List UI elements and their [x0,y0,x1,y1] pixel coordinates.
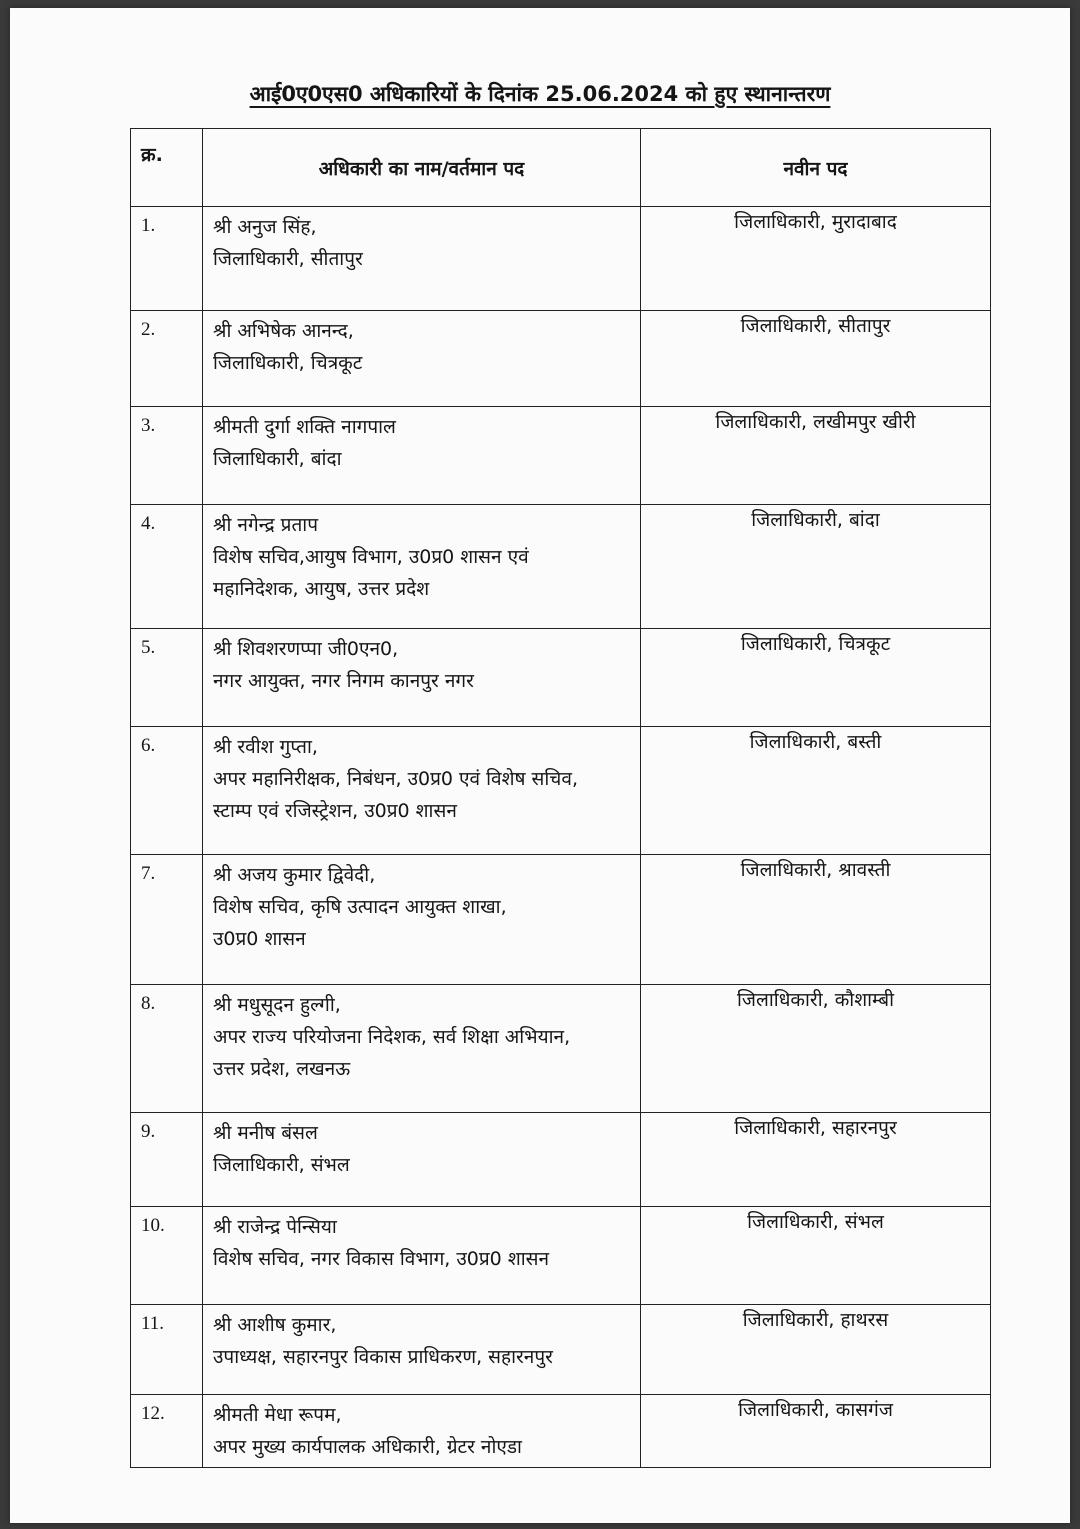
officer-current-post-line: अपर राज्य परियोजना निदेशक, सर्व शिक्षा अभियान, [213,1026,571,1048]
officer-name: श्री शिवशरणप्पा जी0एन0, [213,638,399,660]
table-header-row [131,129,991,207]
row-serial: 11. [131,1305,203,1395]
officer-current-post-line: विशेष सचिव,आयुष विभाग, उ0प्र0 शासन एवं [213,546,529,568]
officer-name: श्री अजय कुमार द्विवेदी, [213,864,376,886]
table-row [131,1305,991,1395]
transfers-table [130,128,991,1468]
table-row [131,985,991,1113]
officer-current-post-line: विशेष सचिव, कृषि उत्पादन आयुक्त शाखा, [213,896,507,918]
row-serial: 1. [131,207,203,311]
row-serial: 5. [131,629,203,727]
row-new-post: जिलाधिकारी, हाथरस [641,1305,991,1395]
officer-current-post-line: जिलाधिकारी, चित्रकूट [213,352,363,374]
row-officer [203,1395,641,1468]
row-new-post: जिलाधिकारी, बांदा [641,505,991,629]
row-new-post: जिलाधिकारी, कासगंज [641,1395,991,1468]
row-officer [203,727,641,855]
row-officer [203,407,641,505]
row-serial: 3. [131,407,203,505]
officer-current-post-line: अपर मुख्य कार्यपालक अधिकारी, ग्रेटर नोएडा [213,1436,522,1458]
table-row [131,311,991,407]
row-officer [203,855,641,985]
officer-current-post-line: जिलाधिकारी, सीतापुर [213,248,363,270]
document-page [10,8,1070,1523]
table-body [131,207,991,1468]
officer-name: श्री अभिषेक आनन्द, [213,320,354,342]
row-officer [203,207,641,311]
row-new-post: जिलाधिकारी, श्रावस्ती [641,855,991,985]
row-serial: 4. [131,505,203,629]
officer-current-post-line: महानिदेशक, आयुष, उत्तर प्रदेश [213,578,430,600]
table-row [131,1113,991,1207]
table-row [131,727,991,855]
officer-current-post-line: उपाध्यक्ष, सहारनपुर विकास प्राधिकरण, सहारनपुर [213,1346,553,1368]
row-serial: 2. [131,311,203,407]
row-new-post: जिलाधिकारी, बस्ती [641,727,991,855]
officer-name: श्रीमती दुर्गा शक्ति नागपाल [213,416,396,438]
header-serial: क्र. [131,129,203,207]
table-row [131,207,991,311]
officer-name: श्रीमती मेधा रूपम, [213,1404,342,1426]
officer-name: श्री नगेन्द्र प्रताप [213,514,319,536]
officer-current-post-line: विशेष सचिव, नगर विकास विभाग, उ0प्र0 शासन [213,1248,550,1270]
row-serial: 9. [131,1113,203,1207]
row-new-post: जिलाधिकारी, संभल [641,1207,991,1305]
row-officer [203,311,641,407]
officer-current-post-line: अपर महानिरीक्षक, निबंधन, उ0प्र0 एवं विशेष सचिव, [213,768,578,790]
row-officer [203,985,641,1113]
officer-current-post-line: जिलाधिकारी, संभल [213,1154,350,1176]
row-officer [203,629,641,727]
row-new-post: जिलाधिकारी, मुरादाबाद [641,207,991,311]
officer-name: श्री रवीश गुप्ता, [213,736,318,758]
officer-name: श्री मधुसूदन हुल्गी, [213,994,341,1016]
row-serial: 8. [131,985,203,1113]
row-officer [203,505,641,629]
document-title: आई0ए0एस0 अधिकारियों के दिनांक 25.06.2024 को हुए स्थानान्तरण [249,82,831,106]
row-serial: 7. [131,855,203,985]
row-serial: 10. [131,1207,203,1305]
table-row [131,1207,991,1305]
officer-current-post-line: उ0प्र0 शासन [213,928,306,950]
officer-name: श्री आशीष कुमार, [213,1314,337,1336]
header-new-post: नवीन पद [641,129,991,207]
row-officer [203,1305,641,1395]
table-row [131,407,991,505]
table-row [131,1395,991,1468]
table-row [131,505,991,629]
row-officer [203,1113,641,1207]
row-new-post: जिलाधिकारी, कौशाम्बी [641,985,991,1113]
officer-current-post-line: उत्तर प्रदेश, लखनऊ [213,1058,351,1080]
row-serial: 12. [131,1395,203,1468]
officer-current-post-line: नगर आयुक्त, नगर निगम कानपुर नगर [213,670,474,692]
officer-name: श्री मनीष बंसल [213,1122,318,1144]
table-row [131,629,991,727]
row-serial: 6. [131,727,203,855]
header-officer: अधिकारी का नाम/वर्तमान पद [203,129,641,207]
officer-name: श्री राजेन्द्र पेन्सिया [213,1216,337,1238]
row-new-post: जिलाधिकारी, सहारनपुर [641,1113,991,1207]
row-new-post: जिलाधिकारी, सीतापुर [641,311,991,407]
row-new-post: जिलाधिकारी, लखीमपुर खीरी [641,407,991,505]
officer-name: श्री अनुज सिंह, [213,216,317,238]
table-row [131,855,991,985]
row-officer [203,1207,641,1305]
officer-current-post-line: स्टाम्प एवं रजिस्ट्रेशन, उ0प्र0 शासन [213,800,457,822]
row-new-post: जिलाधिकारी, चित्रकूट [641,629,991,727]
officer-current-post-line: जिलाधिकारी, बांदा [213,448,342,470]
